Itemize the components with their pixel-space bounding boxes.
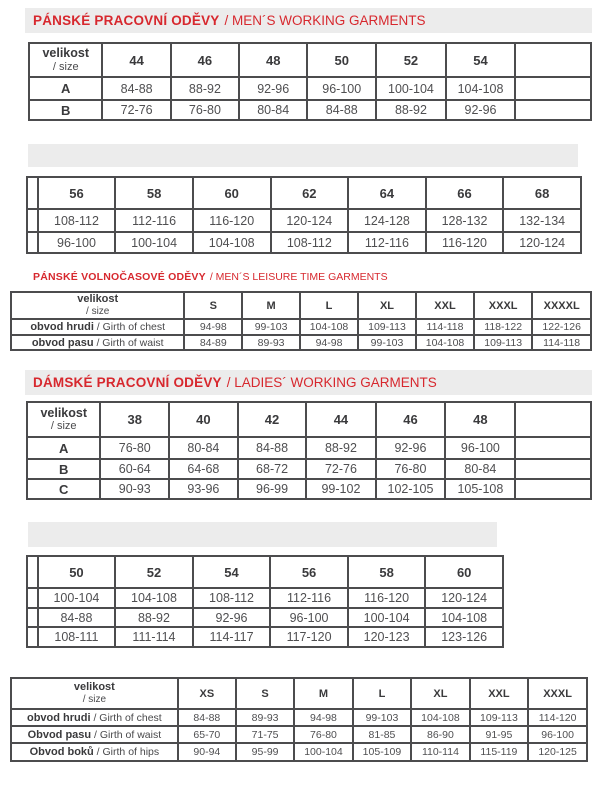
cut-column <box>27 177 38 209</box>
size-col-header: 68 <box>503 177 581 209</box>
ladies-working-title-english: / LADIES´ WORKING GARMENTS <box>226 375 437 390</box>
value-cell: 72-76 <box>306 459 375 479</box>
value-cell: 117-120 <box>270 627 348 647</box>
value-cell: 96-99 <box>238 479 307 499</box>
value-cell: 64-68 <box>169 459 238 479</box>
size-header-label-english: / size <box>52 60 79 73</box>
value-cell: 94-98 <box>294 709 352 726</box>
value-cell: 88-92 <box>306 437 375 459</box>
value-cell: 118-122 <box>474 319 532 335</box>
value-cell: 116-120 <box>193 209 271 232</box>
value-cell: 124-128 <box>348 209 426 232</box>
size-col-header: 44 <box>306 402 375 437</box>
size-header-label-czech: velikost <box>42 46 90 61</box>
row-label-english: / Girth of chest <box>90 711 162 724</box>
row-label: A <box>61 81 71 96</box>
value-cell: 99-103 <box>353 709 411 726</box>
value-cell: 90-93 <box>100 479 169 499</box>
value-cell: 123-126 <box>425 627 503 647</box>
size-col-header: 48 <box>445 402 515 437</box>
row-label-cell <box>29 100 102 120</box>
value-cell: 104-108 <box>446 77 516 100</box>
size-col-header: 60 <box>425 556 503 588</box>
size-col-header: 56 <box>270 556 348 588</box>
size-col-header: 60 <box>193 177 271 209</box>
value-cell: 104-108 <box>416 335 474 350</box>
row-label-cell <box>27 479 100 499</box>
ladies-working-sizes-table-2 <box>26 555 504 663</box>
value-cell: 109-113 <box>474 335 532 350</box>
cut-column <box>515 43 591 77</box>
size-col-header: S <box>184 292 242 319</box>
size-col-header: XXXL <box>474 292 532 319</box>
size-header-label <box>11 678 178 709</box>
size-grid <box>10 291 592 351</box>
row-label-cell <box>11 743 178 761</box>
cut-column <box>27 608 38 627</box>
cut-column <box>27 232 38 253</box>
value-cell: 92-96 <box>446 100 516 120</box>
value-cell: 76-80 <box>376 459 446 479</box>
mens-leisure-title <box>33 269 388 285</box>
row-label-czech: obvod pasu <box>31 336 94 349</box>
value-cell: 112-116 <box>270 588 348 608</box>
value-cell: 102-105 <box>376 479 446 499</box>
value-cell: 96-100 <box>445 437 515 459</box>
value-cell: 92-96 <box>193 608 271 627</box>
value-cell: 105-109 <box>353 743 411 761</box>
value-cell: 100-104 <box>38 588 116 608</box>
size-col-header: 62 <box>271 177 349 209</box>
value-cell: 81-85 <box>353 726 411 743</box>
size-col-header: 58 <box>115 177 193 209</box>
row-label-cell <box>11 319 184 335</box>
size-col-header: 52 <box>115 556 193 588</box>
size-col-header: 46 <box>376 402 446 437</box>
cut-column <box>515 402 591 437</box>
mens-working-title-english: / MEN´S WORKING GARMENTS <box>224 13 426 28</box>
value-cell: 120-124 <box>271 209 349 232</box>
cut-column <box>515 437 591 459</box>
value-cell: 65-70 <box>178 726 236 743</box>
value-cell: 100-104 <box>115 232 193 253</box>
size-grid <box>26 401 592 500</box>
value-cell: 94-98 <box>184 319 242 335</box>
cut-column <box>27 209 38 232</box>
size-grid <box>28 42 592 121</box>
value-cell: 84-89 <box>184 335 242 350</box>
value-cell: 92-96 <box>239 77 307 100</box>
row-label-cell <box>11 335 184 350</box>
cut-column <box>27 588 38 608</box>
value-cell: 108-112 <box>271 232 349 253</box>
value-cell: 114-120 <box>528 709 587 726</box>
value-cell: 93-96 <box>169 479 238 499</box>
size-grid <box>26 555 504 648</box>
value-cell: 95-99 <box>236 743 294 761</box>
value-cell: 84-88 <box>102 77 170 100</box>
value-cell: 84-88 <box>238 437 307 459</box>
size-col-header: 52 <box>376 43 446 77</box>
size-grid <box>10 677 588 762</box>
size-col-header: XS <box>178 678 236 709</box>
value-cell: 60-64 <box>100 459 169 479</box>
value-cell: 116-120 <box>348 588 426 608</box>
row-label: A <box>59 440 69 456</box>
row-label-czech: Obvod pasu <box>27 728 92 741</box>
ladies-working-sizes-table-1 <box>26 401 592 515</box>
value-cell: 96-100 <box>528 726 587 743</box>
size-col-header: 56 <box>38 177 116 209</box>
cut-column <box>515 77 591 100</box>
size-col-header: L <box>300 292 358 319</box>
value-cell: 128-132 <box>426 209 504 232</box>
row-label-czech: obvod hrudi <box>26 711 91 724</box>
size-col-header: XL <box>411 678 469 709</box>
size-col-header: 54 <box>193 556 271 588</box>
value-cell: 99-103 <box>242 319 300 335</box>
value-cell: 88-92 <box>376 100 446 120</box>
value-cell: 122-126 <box>532 319 591 335</box>
value-cell: 76-80 <box>294 726 352 743</box>
row-label: B <box>61 102 71 118</box>
value-cell: 96-100 <box>307 77 376 100</box>
row-label: C <box>59 481 69 497</box>
row-label-english: / Girth of chest <box>93 321 166 333</box>
row-label-english: / Girth of waist <box>91 728 162 741</box>
size-col-header: 40 <box>169 402 238 437</box>
size-header-label-czech: velikost <box>40 405 87 420</box>
value-cell: 114-118 <box>532 335 591 350</box>
value-cell: 76-80 <box>171 100 239 120</box>
size-col-header: 50 <box>307 43 376 77</box>
value-cell: 110-114 <box>411 743 469 761</box>
value-cell: 114-118 <box>416 319 474 335</box>
value-cell: 104-108 <box>115 588 193 608</box>
value-cell: 109-113 <box>470 709 529 726</box>
cut-column <box>27 556 38 588</box>
value-cell: 105-108 <box>445 479 515 499</box>
cut-column <box>515 479 591 499</box>
value-cell: 96-100 <box>270 608 348 627</box>
value-cell: 89-93 <box>242 335 300 350</box>
size-header-label-english: / size <box>86 306 110 318</box>
value-cell: 91-95 <box>470 726 529 743</box>
size-col-header: 48 <box>239 43 307 77</box>
value-cell: 99-102 <box>306 479 375 499</box>
mens-leisure-table <box>10 291 592 361</box>
size-col-header: 42 <box>238 402 307 437</box>
value-cell: 94-98 <box>300 335 358 350</box>
value-cell: 99-103 <box>358 335 416 350</box>
ladies-working-title-bar <box>25 370 592 395</box>
row-label-cell <box>27 437 100 459</box>
value-cell: 100-104 <box>294 743 352 761</box>
size-col-header: M <box>242 292 300 319</box>
size-header-label-czech: velikost <box>77 293 119 306</box>
value-cell: 92-96 <box>376 437 446 459</box>
ladies-working-divider-bar <box>28 522 497 547</box>
value-cell: 104-108 <box>425 608 503 627</box>
value-cell: 112-116 <box>348 232 426 253</box>
value-cell: 132-134 <box>503 209 581 232</box>
value-cell: 88-92 <box>115 608 193 627</box>
size-col-header: 64 <box>348 177 426 209</box>
row-label-czech: Obvod boků <box>29 746 94 758</box>
value-cell: 120-124 <box>425 588 503 608</box>
mens-working-title-czech: PÁNSKÉ PRACOVNÍ ODĚVY <box>33 13 220 28</box>
row-label: B <box>59 461 69 477</box>
size-header-label-czech: velikost <box>73 681 115 694</box>
row-label-cell <box>29 77 102 100</box>
value-cell: 80-84 <box>445 459 515 479</box>
value-cell: 68-72 <box>238 459 307 479</box>
mens-leisure-title-czech: PÁNSKÉ VOLNOČASOVÉ ODĚVY <box>33 271 206 283</box>
value-cell: 100-104 <box>376 77 446 100</box>
value-cell: 115-119 <box>470 743 529 761</box>
row-label-english: / Girth of waist <box>93 336 164 349</box>
value-cell: 108-112 <box>38 209 116 232</box>
mens-working-title-bar <box>25 8 592 33</box>
size-col-header: 50 <box>38 556 116 588</box>
value-cell: 89-93 <box>236 709 294 726</box>
value-cell: 120-125 <box>528 743 587 761</box>
size-col-header: XXL <box>416 292 474 319</box>
mens-working-sizes-table-1 <box>28 42 592 132</box>
size-col-header: XXXXL <box>532 292 591 319</box>
value-cell: 84-88 <box>38 608 116 627</box>
cut-column <box>515 459 591 479</box>
ladies-measurements-table <box>10 677 588 777</box>
size-grid <box>26 176 582 254</box>
cut-column <box>515 100 591 120</box>
value-cell: 90-94 <box>178 743 236 761</box>
value-cell: 104-108 <box>193 232 271 253</box>
size-col-header: 66 <box>426 177 504 209</box>
value-cell: 88-92 <box>171 77 239 100</box>
value-cell: 109-113 <box>358 319 416 335</box>
value-cell: 84-88 <box>178 709 236 726</box>
row-label-czech: obvod hrudi <box>30 321 94 333</box>
row-label-english: / Girth of hips <box>93 746 160 758</box>
value-cell: 108-111 <box>38 627 116 647</box>
size-col-header: XXXL <box>528 678 587 709</box>
value-cell: 120-123 <box>348 627 426 647</box>
value-cell: 116-120 <box>426 232 504 253</box>
size-col-header: 38 <box>100 402 169 437</box>
size-header-label <box>29 43 102 77</box>
row-label-cell <box>27 459 100 479</box>
size-col-header: XXL <box>470 678 529 709</box>
row-label-cell <box>11 726 178 743</box>
size-header-label-english: / size <box>82 694 107 706</box>
size-col-header: L <box>353 678 411 709</box>
value-cell: 112-116 <box>115 209 193 232</box>
value-cell: 120-124 <box>503 232 581 253</box>
value-cell: 114-117 <box>193 627 271 647</box>
size-header-label <box>11 292 184 319</box>
size-col-header: 54 <box>446 43 516 77</box>
value-cell: 80-84 <box>169 437 238 459</box>
value-cell: 104-108 <box>411 709 469 726</box>
value-cell: 104-108 <box>300 319 358 335</box>
value-cell: 80-84 <box>239 100 307 120</box>
size-col-header: S <box>236 678 294 709</box>
size-col-header: 44 <box>102 43 170 77</box>
size-col-header: 46 <box>171 43 239 77</box>
mens-working-divider-bar <box>28 144 578 167</box>
value-cell: 100-104 <box>348 608 426 627</box>
value-cell: 72-76 <box>102 100 170 120</box>
value-cell: 96-100 <box>38 232 116 253</box>
size-col-header: M <box>294 678 352 709</box>
row-label-cell <box>11 709 178 726</box>
value-cell: 108-112 <box>193 588 271 608</box>
cut-column <box>27 627 38 647</box>
value-cell: 111-114 <box>115 627 193 647</box>
size-header-label <box>27 402 100 437</box>
value-cell: 86-90 <box>411 726 469 743</box>
mens-leisure-title-english: / MEN´S LEISURE TIME GARMENTS <box>209 271 388 283</box>
size-header-label-english: / size <box>50 420 77 433</box>
value-cell: 71-75 <box>236 726 294 743</box>
size-col-header: 58 <box>348 556 426 588</box>
value-cell: 76-80 <box>100 437 169 459</box>
ladies-working-title-czech: DÁMSKÉ PRACOVNÍ ODĚVY <box>33 375 222 390</box>
value-cell: 84-88 <box>307 100 376 120</box>
size-col-header: XL <box>358 292 416 319</box>
mens-working-sizes-table-2 <box>26 176 582 264</box>
